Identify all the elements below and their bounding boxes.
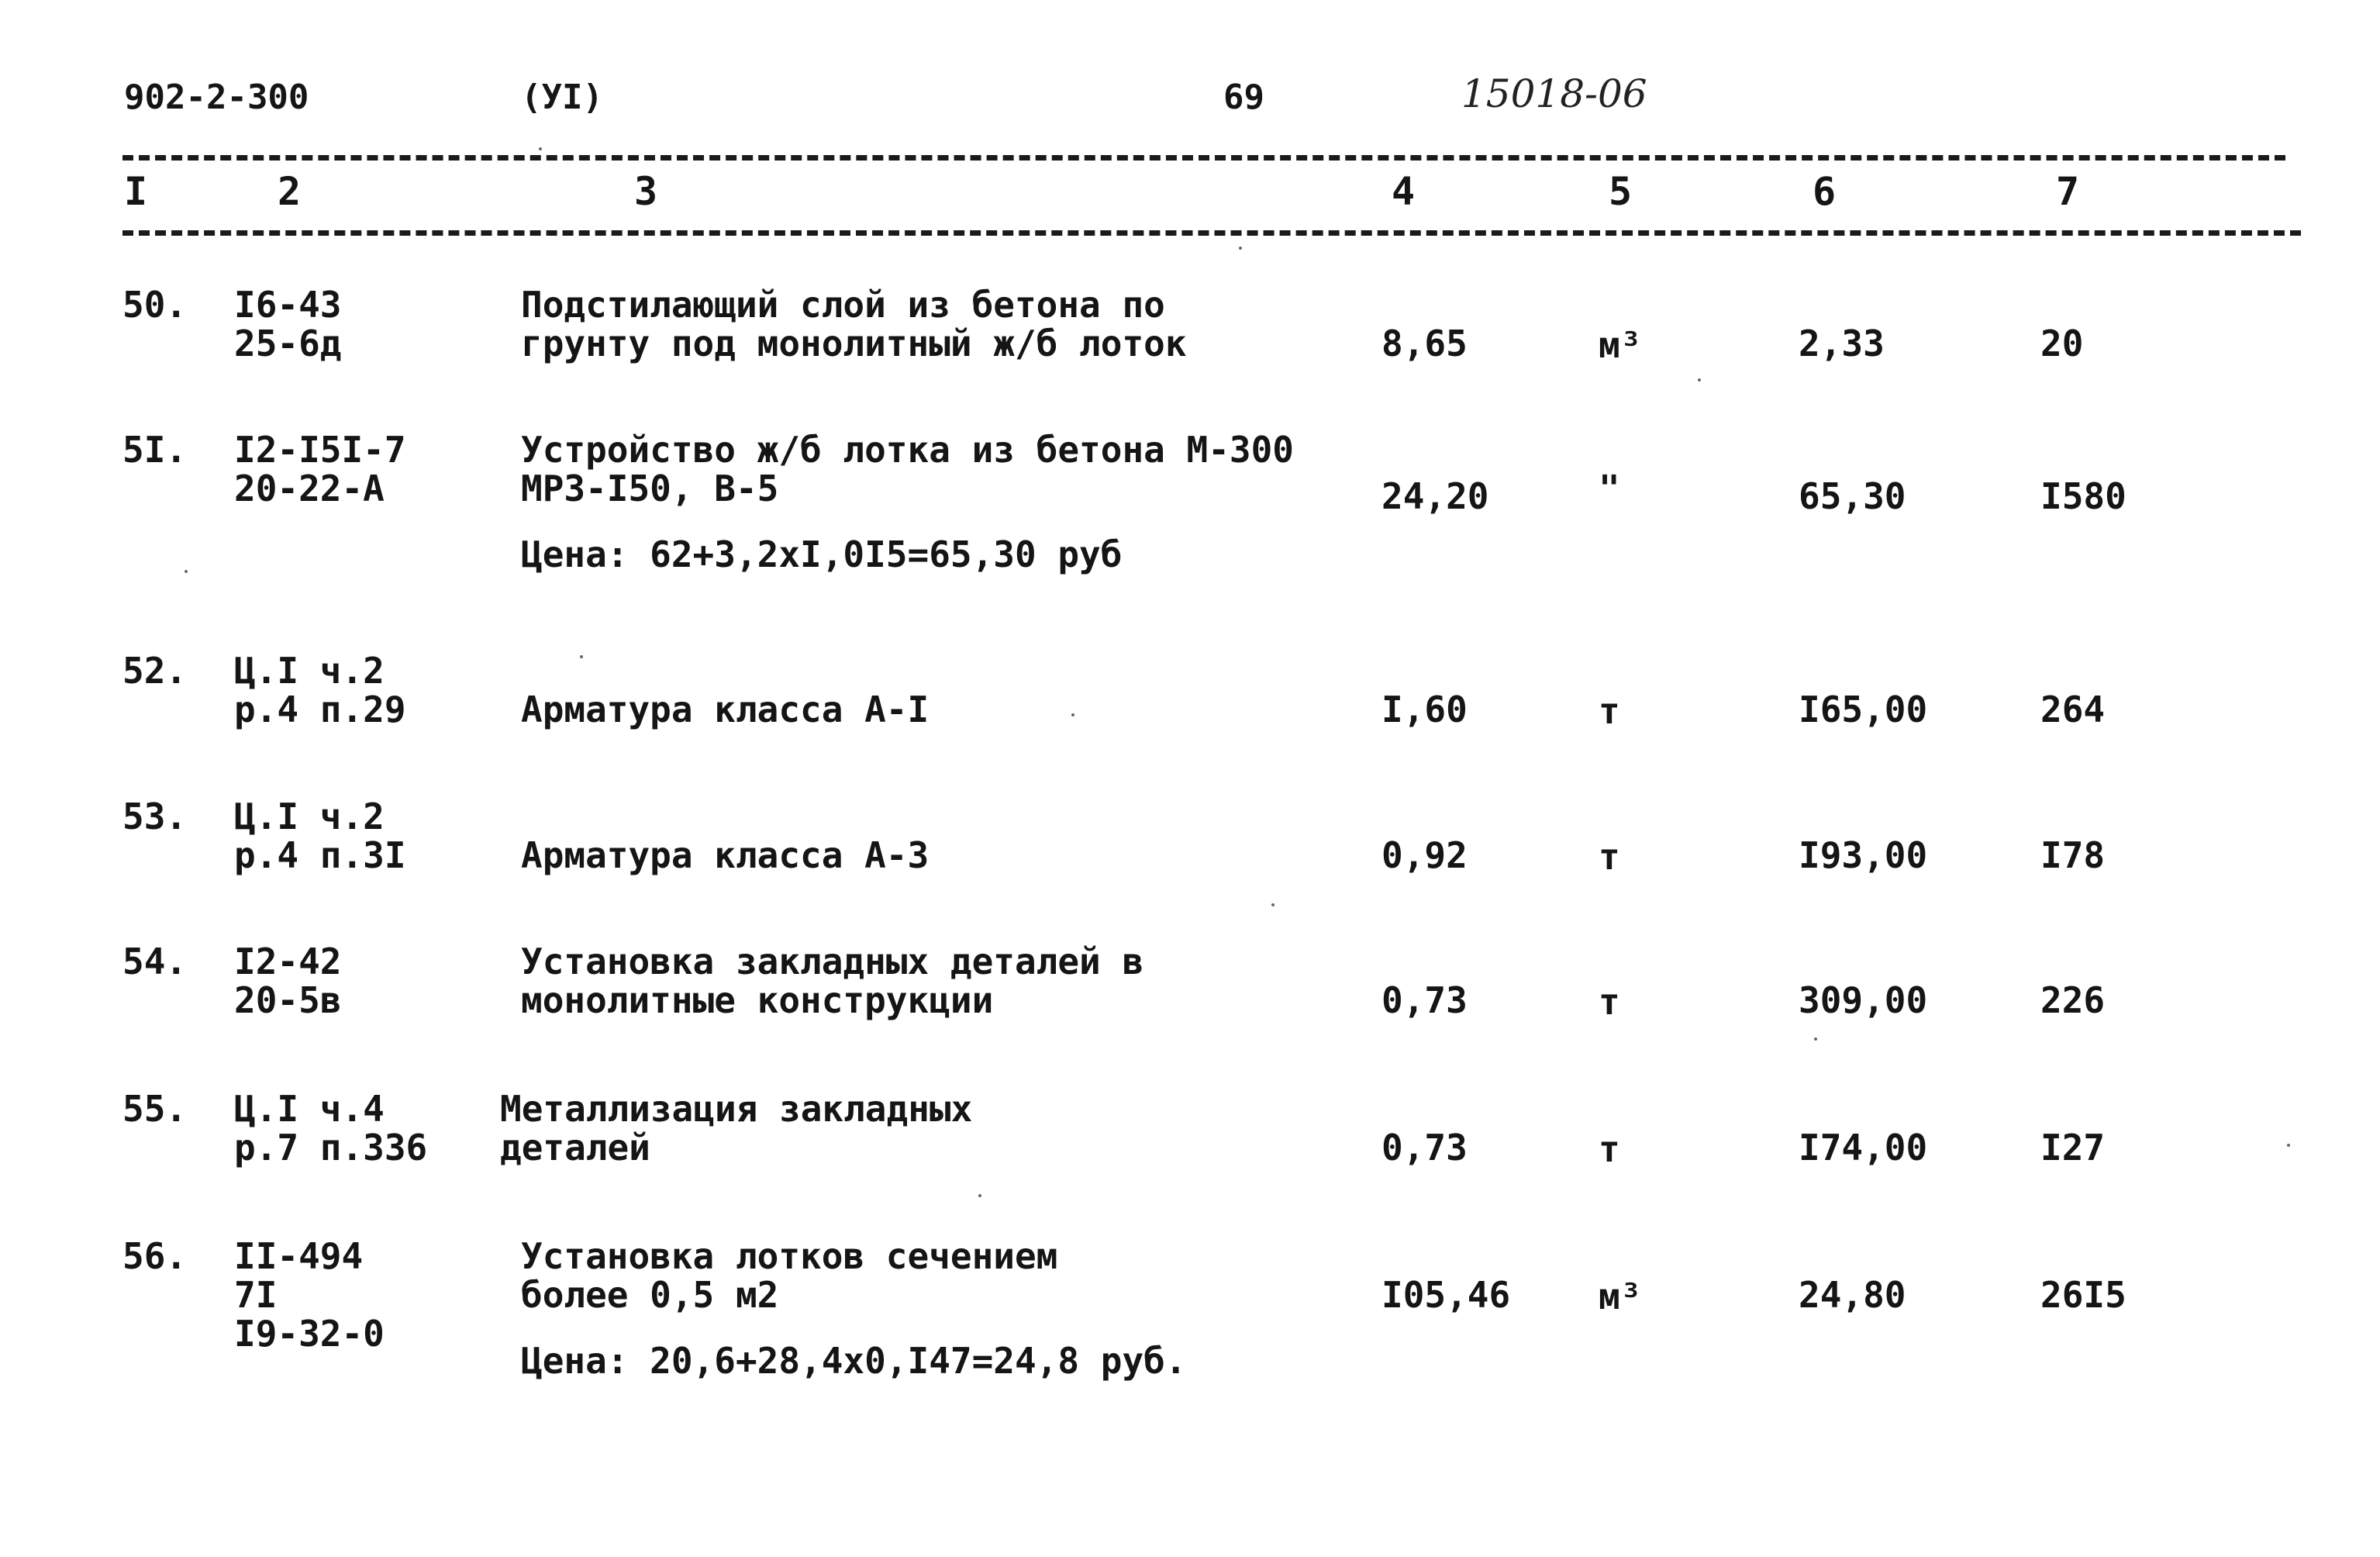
code-line: 20-5в <box>234 979 342 1021</box>
code-line: I2-42 <box>234 941 342 982</box>
column-number-1: I <box>124 169 148 214</box>
unit-label: м³ <box>1599 1276 1642 1317</box>
total-cost-value: 20 <box>2040 323 2084 364</box>
row-codes <box>234 430 406 508</box>
row-number: 53. <box>122 796 188 837</box>
total-cost-value: 226 <box>2040 979 2106 1021</box>
quantity-value: I,60 <box>1381 689 1468 730</box>
column-number-3: 3 <box>634 169 658 214</box>
code-line: Ц.I ч.2 <box>234 650 385 692</box>
total-cost-value: I580 <box>2040 475 2126 517</box>
quantity-value: 0,92 <box>1381 834 1468 876</box>
unit-label: т <box>1599 981 1620 1023</box>
code-line: 25-6д <box>234 323 342 364</box>
row-number: 50. <box>122 284 188 326</box>
unit-label: т <box>1599 1128 1620 1170</box>
row-codes <box>234 1237 385 1353</box>
description-line: грунту под монолитный ж/б лоток <box>521 323 1187 364</box>
unit-label: т <box>1599 690 1620 732</box>
row-codes <box>234 1089 427 1167</box>
description-line: Установка лотков сечением <box>521 1235 1058 1277</box>
unit-price-value: 309,00 <box>1799 979 1928 1021</box>
row-description <box>500 1089 972 1167</box>
description-line: Металлизация закладных <box>500 1088 973 1130</box>
unit-price-value: I74,00 <box>1799 1127 1928 1169</box>
quantity-value: 0,73 <box>1381 979 1468 1021</box>
total-cost-value: 264 <box>2040 689 2106 730</box>
code-line: р.7 п.336 <box>234 1127 428 1169</box>
column-number-7: 7 <box>2056 169 2080 214</box>
page-number: 69 <box>1223 78 1264 117</box>
code-line: р.4 п.3I <box>234 834 406 876</box>
description-line: монолитные конструкции <box>521 979 994 1021</box>
description-line: Арматура класса А-3 <box>521 834 930 876</box>
price-note: Цена: 62+3,2хI,0I5=65,30 руб <box>521 533 1123 575</box>
code-line: 7I <box>234 1274 278 1316</box>
column-number-2: 2 <box>278 169 302 214</box>
quantity-value: I05,46 <box>1381 1274 1511 1316</box>
code-line: I2-I5I-7 <box>234 429 406 471</box>
row-description <box>521 1237 1057 1314</box>
row-codes <box>234 651 406 729</box>
price-note: Цена: 20,6+28,4х0,I47=24,8 руб. <box>521 1340 1187 1382</box>
description-line: деталей <box>500 1127 650 1169</box>
bottom-dashed-rule <box>122 230 2301 236</box>
row-description <box>521 836 929 875</box>
unit-price-value: 65,30 <box>1799 475 1906 517</box>
row-description <box>521 285 1187 363</box>
code-line: Ц.I ч.4 <box>234 1088 385 1130</box>
quantity-value: 0,73 <box>1381 1127 1468 1169</box>
unit-price-value: 2,33 <box>1799 323 1885 364</box>
unit-price-value: 24,80 <box>1799 1274 1906 1316</box>
code-line: 20-22-А <box>234 468 385 509</box>
row-description <box>521 942 1143 1020</box>
code-line: I6-43 <box>234 284 342 326</box>
code-line: р.4 п.29 <box>234 689 406 730</box>
unit-label: т <box>1599 836 1620 878</box>
row-number: 54. <box>122 941 188 982</box>
document-code: 902-2-300 <box>124 78 309 117</box>
unit-label: м³ <box>1599 324 1642 366</box>
row-description <box>521 690 929 729</box>
quantity-value: 24,20 <box>1381 475 1489 517</box>
row-codes <box>234 942 341 1020</box>
handwritten-reference: 15018-06 <box>1461 71 1647 116</box>
row-codes <box>234 797 406 875</box>
unit-price-value: I65,00 <box>1799 689 1928 730</box>
row-number: 5I. <box>122 429 188 471</box>
quantity-value: 8,65 <box>1381 323 1468 364</box>
total-cost-value: I27 <box>2040 1127 2106 1169</box>
column-number-4: 4 <box>1392 169 1416 214</box>
total-cost-value: I78 <box>2040 834 2106 876</box>
description-line: Арматура класса А-I <box>521 689 930 730</box>
unit-price-value: I93,00 <box>1799 834 1928 876</box>
unit-label: " <box>1599 468 1620 509</box>
description-line: МРЗ-I50, В-5 <box>521 468 779 509</box>
description-line: Подстилающий слой из бетона по <box>521 284 1165 326</box>
row-number: 56. <box>122 1235 188 1277</box>
code-line: I9-32-0 <box>234 1313 385 1355</box>
top-dashed-rule <box>122 155 2285 161</box>
code-line: II-494 <box>234 1235 364 1277</box>
document-part: (УI) <box>521 78 603 117</box>
row-codes <box>234 285 341 363</box>
total-cost-value: 26I5 <box>2040 1274 2126 1316</box>
code-line: Ц.I ч.2 <box>234 796 385 837</box>
row-description <box>521 430 1294 508</box>
description-line: Устройство ж/б лотка из бетона М-300 <box>521 429 1294 471</box>
column-number-6: 6 <box>1813 169 1837 214</box>
column-number-5: 5 <box>1609 169 1633 214</box>
row-number: 55. <box>122 1088 188 1130</box>
row-number: 52. <box>122 650 188 692</box>
description-line: Установка закладных деталей в <box>521 941 1144 982</box>
description-line: более 0,5 м2 <box>521 1274 779 1316</box>
